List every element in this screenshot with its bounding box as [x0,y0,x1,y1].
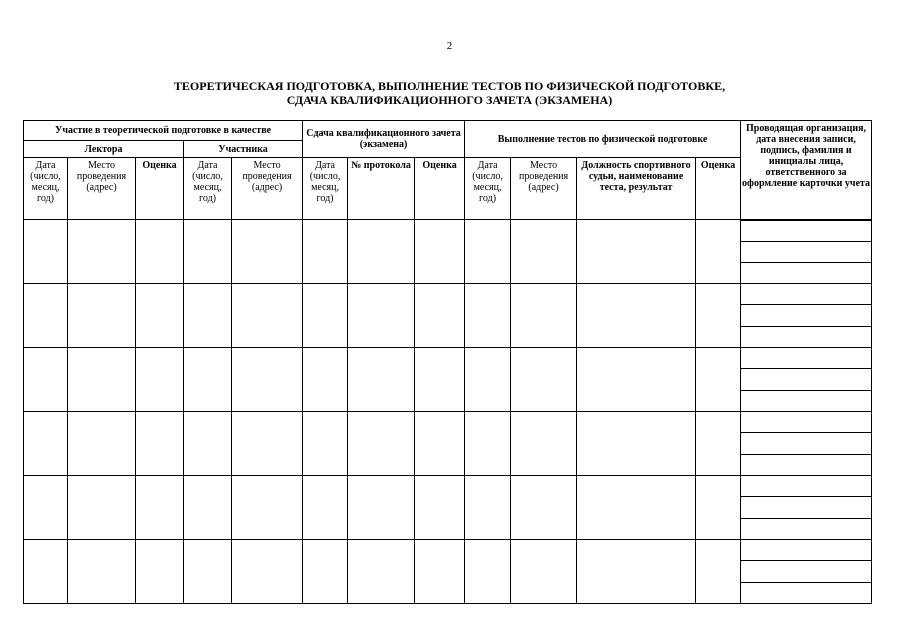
cell-exam-grade[interactable] [415,220,465,284]
title-line-1: ТЕОРЕТИЧЕСКАЯ ПОДГОТОВКА, ВЫПОЛНЕНИЕ ТЕСТОВ ПО ФИЗИЧЕСКОЙ ПОДГОТОВКЕ, [173,79,726,93]
cell-lecturer-place[interactable] [68,284,136,348]
cell-participant-place[interactable] [232,412,303,476]
cell-lecturer-grade[interactable] [136,476,184,540]
cell-lecturer-date[interactable] [24,284,68,348]
header-exam: Сдача квалификационного зачета (экзамена) [303,121,465,158]
cell-tests-judge[interactable] [577,348,696,412]
cell-org[interactable] [741,540,872,604]
cell-tests-grade[interactable] [696,220,741,284]
cell-exam-date[interactable] [303,412,348,476]
cell-org[interactable] [741,412,872,476]
cell-tests-date[interactable] [465,284,511,348]
cell-tests-judge[interactable] [577,412,696,476]
cell-tests-judge[interactable] [577,220,696,284]
col-lecturer-grade: Оценка [136,158,184,220]
cell-exam-grade[interactable] [415,476,465,540]
cell-exam-protocol[interactable] [348,220,415,284]
cell-tests-place[interactable] [511,476,577,540]
table-row [24,284,872,348]
cell-lecturer-date[interactable] [24,220,68,284]
cell-lecturer-grade[interactable] [136,348,184,412]
table-row [24,220,872,284]
cell-tests-grade[interactable] [696,476,741,540]
org-line[interactable] [741,582,871,603]
cell-org[interactable] [741,476,872,540]
org-line[interactable] [741,560,871,581]
cell-lecturer-date[interactable] [24,412,68,476]
cell-tests-grade[interactable] [696,348,741,412]
cell-exam-date[interactable] [303,348,348,412]
cell-exam-protocol[interactable] [348,476,415,540]
cell-tests-date[interactable] [465,476,511,540]
cell-participant-place[interactable] [232,284,303,348]
cell-participant-date[interactable] [184,540,232,604]
cell-participant-date[interactable] [184,348,232,412]
cell-org[interactable] [741,220,872,284]
org-line[interactable] [741,241,871,262]
col-lecturer-place: Место проведения (адрес) [68,158,136,220]
col-exam-date: Дата (число, месяц, год) [303,158,348,220]
col-tests-grade: Оценка [696,158,741,220]
cell-lecturer-place[interactable] [68,540,136,604]
org-line[interactable] [741,262,871,283]
org-line[interactable] [741,412,871,432]
org-line[interactable] [741,390,871,411]
header-participant: Участника [184,141,303,158]
cell-exam-grade[interactable] [415,284,465,348]
table-row [24,476,872,540]
cell-tests-place[interactable] [511,284,577,348]
cell-participant-date[interactable] [184,284,232,348]
cell-participant-date[interactable] [184,476,232,540]
cell-tests-judge[interactable] [577,476,696,540]
record-table [23,120,872,604]
org-line[interactable] [741,348,871,368]
cell-tests-date[interactable] [465,348,511,412]
cell-exam-date[interactable] [303,476,348,540]
org-line[interactable] [741,326,871,347]
org-line[interactable] [741,304,871,325]
col-tests-judge: Должность спортивного судьи, наименование теста, результат [577,158,696,220]
cell-org[interactable] [741,348,872,412]
table-row [24,540,872,604]
cell-lecturer-place[interactable] [68,476,136,540]
header-lecturer: Лектора [24,141,184,158]
cell-org[interactable] [741,284,872,348]
cell-participant-date[interactable] [184,220,232,284]
cell-lecturer-date[interactable] [24,348,68,412]
cell-tests-date[interactable] [465,540,511,604]
cell-tests-grade[interactable] [696,412,741,476]
cell-exam-date[interactable] [303,220,348,284]
cell-tests-date[interactable] [465,412,511,476]
cell-lecturer-grade[interactable] [136,220,184,284]
cell-participant-place[interactable] [232,220,303,284]
cell-tests-judge[interactable] [577,540,696,604]
col-lecturer-date: Дата (число, месяц, год) [24,158,68,220]
page-number: 2 [446,40,453,52]
header-theory: Участие в теоретической подготовке в качестве [24,121,303,141]
title-line-2: СДАЧА КВАЛИФИКАЦИОННОГО ЗАЧЕТА (ЭКЗАМЕНА) [286,93,613,107]
cell-exam-grade[interactable] [415,540,465,604]
org-line[interactable] [741,540,871,560]
cell-lecturer-place[interactable] [68,220,136,284]
cell-tests-judge[interactable] [577,284,696,348]
cell-exam-protocol[interactable] [348,540,415,604]
cell-exam-date[interactable] [303,540,348,604]
cell-participant-date[interactable] [184,412,232,476]
table-row [24,348,872,412]
org-line[interactable] [741,432,871,453]
col-participant-place: Место проведения (адрес) [232,158,303,220]
cell-exam-protocol[interactable] [348,284,415,348]
page-title [0,79,899,107]
col-exam-grade: Оценка [415,158,465,220]
cell-tests-place[interactable] [511,348,577,412]
cell-lecturer-date[interactable] [24,476,68,540]
org-line[interactable] [741,454,871,475]
cell-lecturer-grade[interactable] [136,284,184,348]
cell-participant-place[interactable] [232,476,303,540]
cell-lecturer-grade[interactable] [136,540,184,604]
cell-tests-place[interactable] [511,220,577,284]
org-line[interactable] [741,284,871,304]
cell-tests-grade[interactable] [696,284,741,348]
org-line[interactable] [741,476,871,496]
cell-tests-grade[interactable] [696,540,741,604]
header-org: Проводящая организация, дата внесения записи, подпись, фамилия и инициалы лица, ответственного за оформление карточки учета [741,121,872,220]
cell-exam-grade[interactable] [415,412,465,476]
cell-lecturer-date[interactable] [24,540,68,604]
cell-exam-protocol[interactable] [348,348,415,412]
org-line[interactable] [741,368,871,389]
org-line[interactable] [741,518,871,539]
cell-participant-place[interactable] [232,348,303,412]
table-header [24,121,872,220]
table-row [24,412,872,476]
cell-exam-protocol[interactable] [348,412,415,476]
col-tests-place: Место проведения (адрес) [511,158,577,220]
cell-exam-date[interactable] [303,284,348,348]
col-participant-date: Дата (число, месяц, год) [184,158,232,220]
org-line[interactable] [741,496,871,517]
col-exam-protocol: № протокола [348,158,415,220]
cell-tests-place[interactable] [511,412,577,476]
cell-participant-place[interactable] [232,540,303,604]
cell-tests-place[interactable] [511,540,577,604]
table-body [24,220,872,604]
cell-tests-date[interactable] [465,220,511,284]
cell-lecturer-place[interactable] [68,412,136,476]
cell-lecturer-place[interactable] [68,348,136,412]
cell-lecturer-grade[interactable] [136,412,184,476]
header-tests: Выполнение тестов по физической подготовке [465,121,741,158]
org-line[interactable] [741,220,871,241]
cell-exam-grade[interactable] [415,348,465,412]
col-tests-date: Дата (число, месяц, год) [465,158,511,220]
